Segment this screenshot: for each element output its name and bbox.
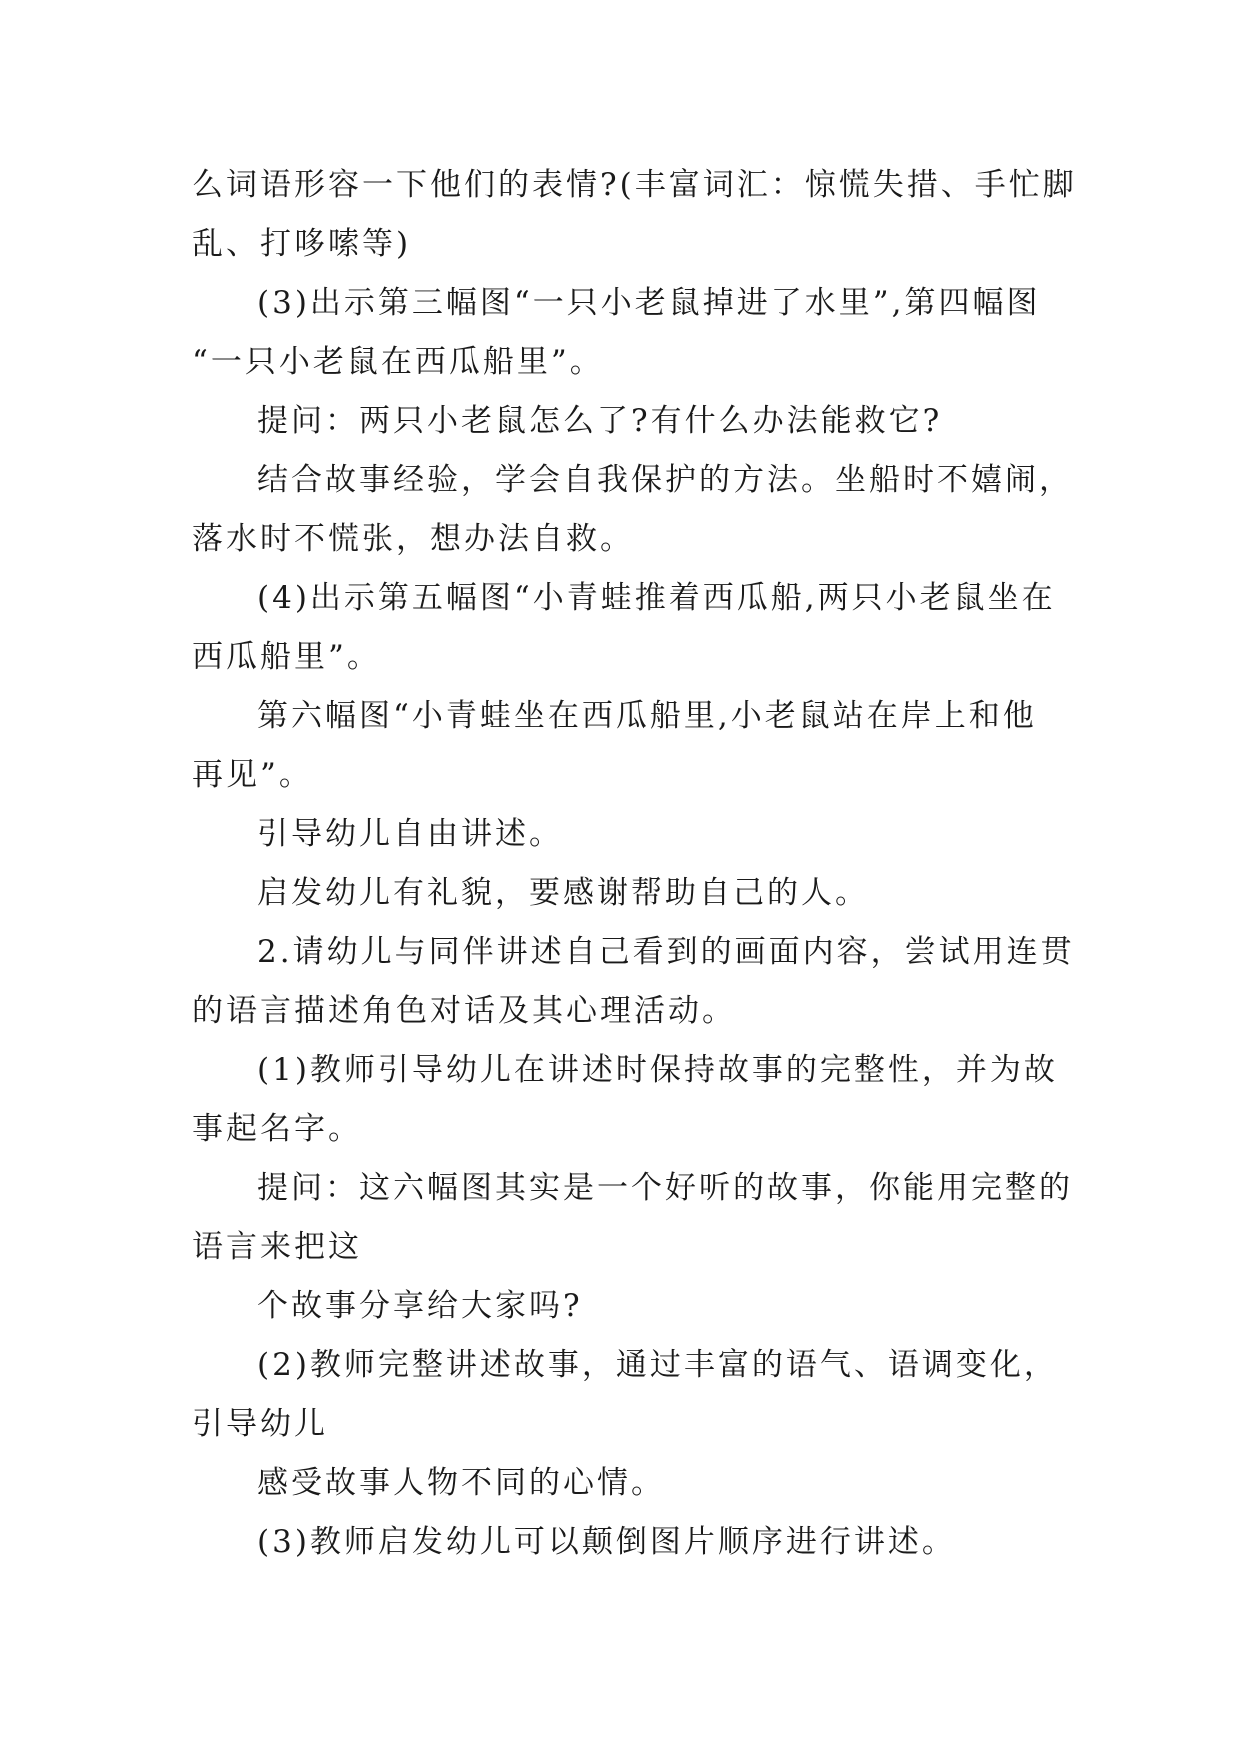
- text-line: 结合故事经验，学会自我保护的方法。坐船时不嬉闹，: [257, 462, 1073, 498]
- text-line: 引导幼儿自由讲述。: [257, 816, 563, 852]
- text-line: 提问：这六幅图其实是一个好听的故事，你能用完整的: [257, 1170, 1073, 1206]
- text-line: (4)出示第五幅图“小青蛙推着西瓜船,两只小老鼠坐在: [257, 580, 1056, 616]
- text-line: 的语言描述角色对话及其心理活动。: [192, 993, 736, 1029]
- text-line: (3)出示第三幅图“一只小老鼠掉进了水里”,第四幅图: [257, 285, 1041, 321]
- text-line: 个故事分享给大家吗?: [257, 1288, 583, 1324]
- text-line: 引导幼儿: [192, 1406, 328, 1442]
- text-line: 启发幼儿有礼貌，要感谢帮助自己的人。: [257, 875, 869, 911]
- text-line: 落水时不慌张，想办法自救。: [192, 521, 634, 557]
- text-line: 乱、打哆嗦等): [192, 226, 412, 262]
- text-line: 再见”。: [192, 757, 313, 793]
- text-line: 第六幅图“小青蛙坐在西瓜船里,小老鼠站在岸上和他: [257, 698, 1037, 734]
- text-line: 提问：两只小老鼠怎么了?有什么办法能救它?: [257, 403, 943, 439]
- document-body: [192, 156, 1077, 1572]
- text-line: 事起名字。: [192, 1111, 362, 1147]
- text-line: (3)教师启发幼儿可以颠倒图片顺序进行讲述。: [257, 1524, 956, 1560]
- text-line: 语言来把这: [192, 1229, 362, 1265]
- text-line: 感受故事人物不同的心情。: [257, 1465, 665, 1501]
- text-line: 2.请幼儿与同伴讲述自己看到的画面内容，尝试用连贯: [257, 934, 1075, 970]
- text-line: (1)教师引导幼儿在讲述时保持故事的完整性，并为故: [257, 1052, 1058, 1088]
- text-line: 么词语形容一下他们的表情?(丰富词汇：惊慌失措、手忙脚: [192, 167, 1077, 203]
- text-line: 西瓜船里”。: [192, 639, 381, 675]
- text-line: (2)教师完整讲述故事，通过丰富的语气、语调变化，: [257, 1347, 1058, 1383]
- text-line: “一只小老鼠在西瓜船里”。: [192, 344, 604, 380]
